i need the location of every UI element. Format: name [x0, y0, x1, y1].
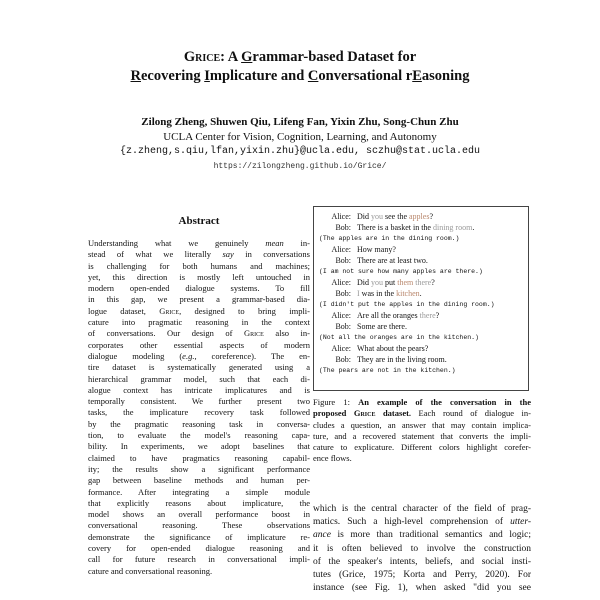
- body-line: tutes (Grice, 1975; Korta and Perry, 2020). For: [313, 570, 531, 581]
- utterance: [357, 211, 523, 222]
- recovered-statement: (I am not sure how many apples are there.): [319, 268, 483, 275]
- project-url[interactable]: https://zilongzheng.github.io/Grice/: [213, 162, 387, 171]
- abstract-line: tire dataset is systematically generated using a: [88, 362, 310, 373]
- recovered-statement: (The apples are in the dining room.): [319, 235, 460, 242]
- abstract-line: claimed to have pragmatics reasoning capabil-: [88, 452, 310, 463]
- abstract-line: is challenging for both humans and machines;: [88, 260, 310, 271]
- abstract-line: stead of what we literally say in conversations: [88, 249, 310, 260]
- utterance-part: see the: [383, 212, 409, 221]
- utterance: [357, 354, 523, 365]
- dialogue-turn: [319, 244, 523, 255]
- abstract-line: covery for open-ended dialogue reasoning and: [88, 543, 310, 554]
- utterance-part: put: [383, 278, 398, 287]
- utterance: [357, 244, 523, 255]
- speaker-label: Bob:: [335, 256, 351, 265]
- caption-line: cature to explicature. Different colors highlight corefer-: [313, 442, 531, 453]
- figure-1-dialogue: [313, 206, 529, 391]
- paper-title: [60, 48, 540, 86]
- speaker-label: Alice:: [331, 311, 351, 320]
- author-emails: {z.zheng,s.qiu,lfan,yixin.zhu}@ucla.edu, sczhu@stat.ucla.edu: [119, 146, 481, 157]
- dialogue-turn: [319, 310, 523, 321]
- dialogue-turn: [319, 211, 523, 222]
- abstract-line: gap between baseline methods and human per-: [88, 475, 310, 486]
- abstract-line: cature into pragmatic reasoning in the context: [88, 317, 310, 328]
- abstract-line: hierarchical grammar model, such that each di-: [88, 373, 310, 384]
- caption-line: ture, and a recovered statement that converts the impli-: [313, 430, 531, 441]
- abstract-line: formance. After integrating a simple module: [88, 486, 310, 497]
- abstract-heading: Abstract: [178, 215, 220, 227]
- body-line: ance is more than traditional semantics and logic;: [313, 530, 531, 541]
- caption-line: cludes a question, an answer that may contain implica-: [313, 419, 531, 430]
- utterance-part: How many?: [357, 245, 396, 254]
- title-line-2: Recovering Implicature and Conversational rEasoning: [130, 68, 470, 84]
- abstract-line: alogue context has intricate implicatures and is: [88, 384, 310, 395]
- body-line: of the speaker's intents, beliefs, and social insti-: [313, 556, 531, 567]
- abstract-line: of conversations. Our design of Grice also in-: [88, 328, 310, 339]
- abstract-line: Understanding what we genuinely mean in-: [88, 238, 311, 248]
- abstract-line: by the pragmatic reasoning task in conversa-: [88, 418, 310, 429]
- title-line-1: Grice: A Grammar-based Dataset for: [183, 49, 417, 65]
- utterance-part: them: [397, 278, 414, 287]
- dialogue-turn: [319, 277, 523, 288]
- abstract-line: corporates other essential aspects of modern: [88, 339, 310, 350]
- utterance-part: There are at least two.: [357, 256, 428, 265]
- figure-1-caption: [313, 397, 531, 465]
- recovered-statement: (Not all the oranges are in the kitchen.): [319, 334, 479, 341]
- utterance-part: there: [419, 311, 436, 320]
- body-paragraph: [313, 503, 531, 595]
- speaker-label: Alice:: [331, 344, 351, 353]
- utterance-part: .: [419, 289, 422, 298]
- utterance-part: dining room: [432, 223, 473, 232]
- caption-line: Figure 1: An example of the conversation in the: [313, 397, 531, 407]
- utterance: [357, 222, 523, 233]
- body-line: which is the central character of the field of prag-: [313, 504, 531, 514]
- utterance: [357, 343, 523, 354]
- recovered-statement: (The pears are not in the kitchen.): [319, 367, 456, 374]
- speaker-label: Bob:: [335, 223, 351, 232]
- speaker-label: Bob:: [335, 355, 351, 364]
- caption-line: ence flows.: [313, 453, 352, 464]
- recovered-statement: (I didn't put the apples in the dining room.): [319, 301, 495, 308]
- affiliation: UCLA Center for Vision, Cognition, Learning, and Autonomy: [163, 131, 437, 143]
- body-line: it is often believed to involve the construction: [313, 543, 531, 554]
- utterance: [357, 321, 523, 332]
- abstract-line: logue dataset, Grice, designed to bring impli-: [88, 305, 311, 316]
- speaker-label: Alice:: [331, 278, 351, 287]
- speaker-label: Alice:: [331, 245, 351, 254]
- utterance-part: Are all the oranges: [357, 311, 420, 320]
- utterance-part: Did: [357, 212, 371, 221]
- speaker-label: Bob:: [335, 322, 351, 331]
- utterance: [357, 288, 523, 299]
- abstract-line: yet, this direction is mostly left untouched in: [88, 271, 310, 282]
- abstract-line: that explicitly reasons about implicature, the: [88, 497, 310, 508]
- dialogue-turn: [319, 354, 523, 365]
- utterance-part: ?: [431, 278, 435, 287]
- abstract-line: temporally consistent. We further present two: [88, 396, 310, 407]
- utterance-part: I: [357, 289, 360, 298]
- utterance-part: apples: [409, 212, 430, 221]
- utterance: [357, 277, 523, 288]
- utterance: [357, 310, 523, 321]
- body-line: instance (see Fig. 1), when asked "did you see: [313, 583, 531, 594]
- abstract-body: [88, 238, 310, 577]
- dialogue-turn: [319, 343, 523, 354]
- abstract-line: in this gap, we present a grammar-based dia-: [88, 294, 310, 305]
- utterance-part: there: [415, 278, 432, 287]
- utterance-part: was in the: [359, 289, 397, 298]
- utterance-part: .: [472, 223, 475, 232]
- abstract-line: modern open-ended dialogue systems. To fill: [88, 283, 310, 294]
- utterance-part: Some are there.: [357, 322, 407, 331]
- abstract-line: call for future research in conversational impli-: [88, 554, 310, 565]
- dialogue-turn: [319, 255, 523, 266]
- abstract-line: bility. In experiments, we adopt baselines that: [88, 441, 310, 452]
- abstract-line: tion, to evaluate the model's reasoning capa-: [88, 430, 310, 441]
- speaker-label: Alice:: [331, 212, 351, 221]
- utterance: [357, 255, 523, 266]
- utterance-part: What about the pears?: [357, 344, 429, 353]
- abstract-line: dialogue modeling (e.g., coreference). The en-: [88, 350, 311, 361]
- utterance-part: There is a basket in the: [357, 223, 433, 232]
- abstract-line: model shows an overall performance boost in: [88, 509, 310, 520]
- caption-line: proposed Grice dataset. Each round of dialogue in-: [313, 408, 531, 419]
- abstract-line: demonstrate the significance of implicature re-: [88, 531, 310, 542]
- body-line: matics. Such a high-level comprehension of utter-: [313, 517, 531, 528]
- dialogue-turn: [319, 288, 523, 299]
- utterance-part: you: [371, 278, 383, 287]
- author-list: Zilong Zheng, Shuwen Qiu, Lifeng Fan, Yixin Zhu, Song-Chun Zhu: [141, 116, 459, 128]
- utterance-part: They are in the living room.: [357, 355, 447, 364]
- utterance-part: ?: [435, 311, 440, 320]
- abstract-line: tasks, the implicature recovery task followed: [88, 407, 310, 418]
- dialogue-turn: [319, 321, 523, 332]
- utterance-part: Did: [357, 278, 371, 287]
- utterance-part: you: [371, 212, 383, 221]
- abstract-line: cature and conversational reasoning.: [88, 565, 213, 576]
- utterance-part: kitchen: [396, 289, 420, 298]
- speaker-label: Bob:: [335, 289, 351, 298]
- utterance-part: ?: [429, 212, 433, 221]
- dialogue-turn: [319, 222, 523, 233]
- abstract-line: conversational reasoning. These observations: [88, 520, 310, 531]
- abstract-line: ity; the results show a significant performance: [88, 463, 310, 474]
